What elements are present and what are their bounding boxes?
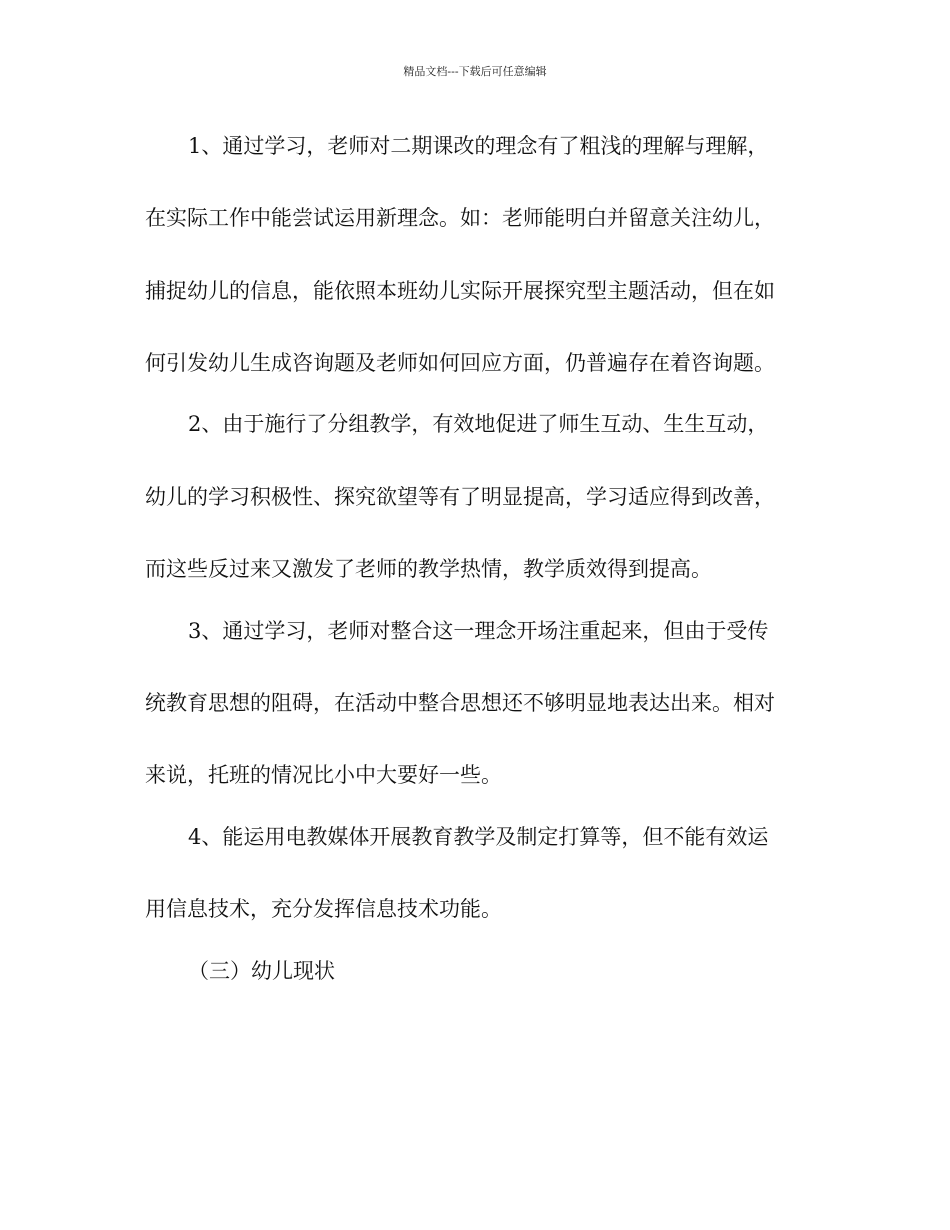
paragraph-3-line-3: 来说，托班的情况比小中大要好一些。	[145, 763, 502, 787]
paragraph-4-line-1: 4、能运用电教媒体开展教育教学及制定打算等，但不能有效运	[188, 825, 769, 849]
section-heading-children-status: （三）幼儿现状	[188, 959, 335, 983]
paragraph-4-line-2: 用信息技术，充分发挥信息技术功能。	[145, 897, 502, 921]
paragraph-2-line-1: 2、由于施行了分组教学，有效地促进了师生互动、生生互动，	[188, 412, 769, 436]
paragraph-1-line-2: 在实际工作中能尝试运用新理念。如：老师能明白并留意关注幼儿，	[145, 206, 775, 230]
paragraph-2-line-3: 而这些反过来又激发了老师的教学热情，教学质效得到提高。	[145, 557, 712, 581]
paragraph-3-line-2: 统教育思想的阻碍，在活动中整合思想还不够明显地表达出来。相对	[145, 691, 775, 715]
paragraph-1-line-4: 何引发幼儿生成咨询题及老师如何回应方面，仍普遍存在着咨询题。	[145, 351, 775, 375]
paragraph-3-line-1: 3、通过学习，老师对整合这一理念开场注重起来，但由于受传	[188, 619, 769, 643]
paragraph-1-line-1: 1、通过学习，老师对二期课改的理念有了粗浅的理解与理解，	[188, 134, 769, 158]
paragraph-1-line-3: 捕捉幼儿的信息，能依照本班幼儿实际开展探究型主题活动，但在如	[145, 279, 775, 303]
page-header: 精品文档---下载后可任意编辑	[403, 65, 547, 78]
paragraph-2-line-2: 幼儿的学习积极性、探究欲望等有了明显提高，学习适应得到改善，	[145, 485, 775, 509]
